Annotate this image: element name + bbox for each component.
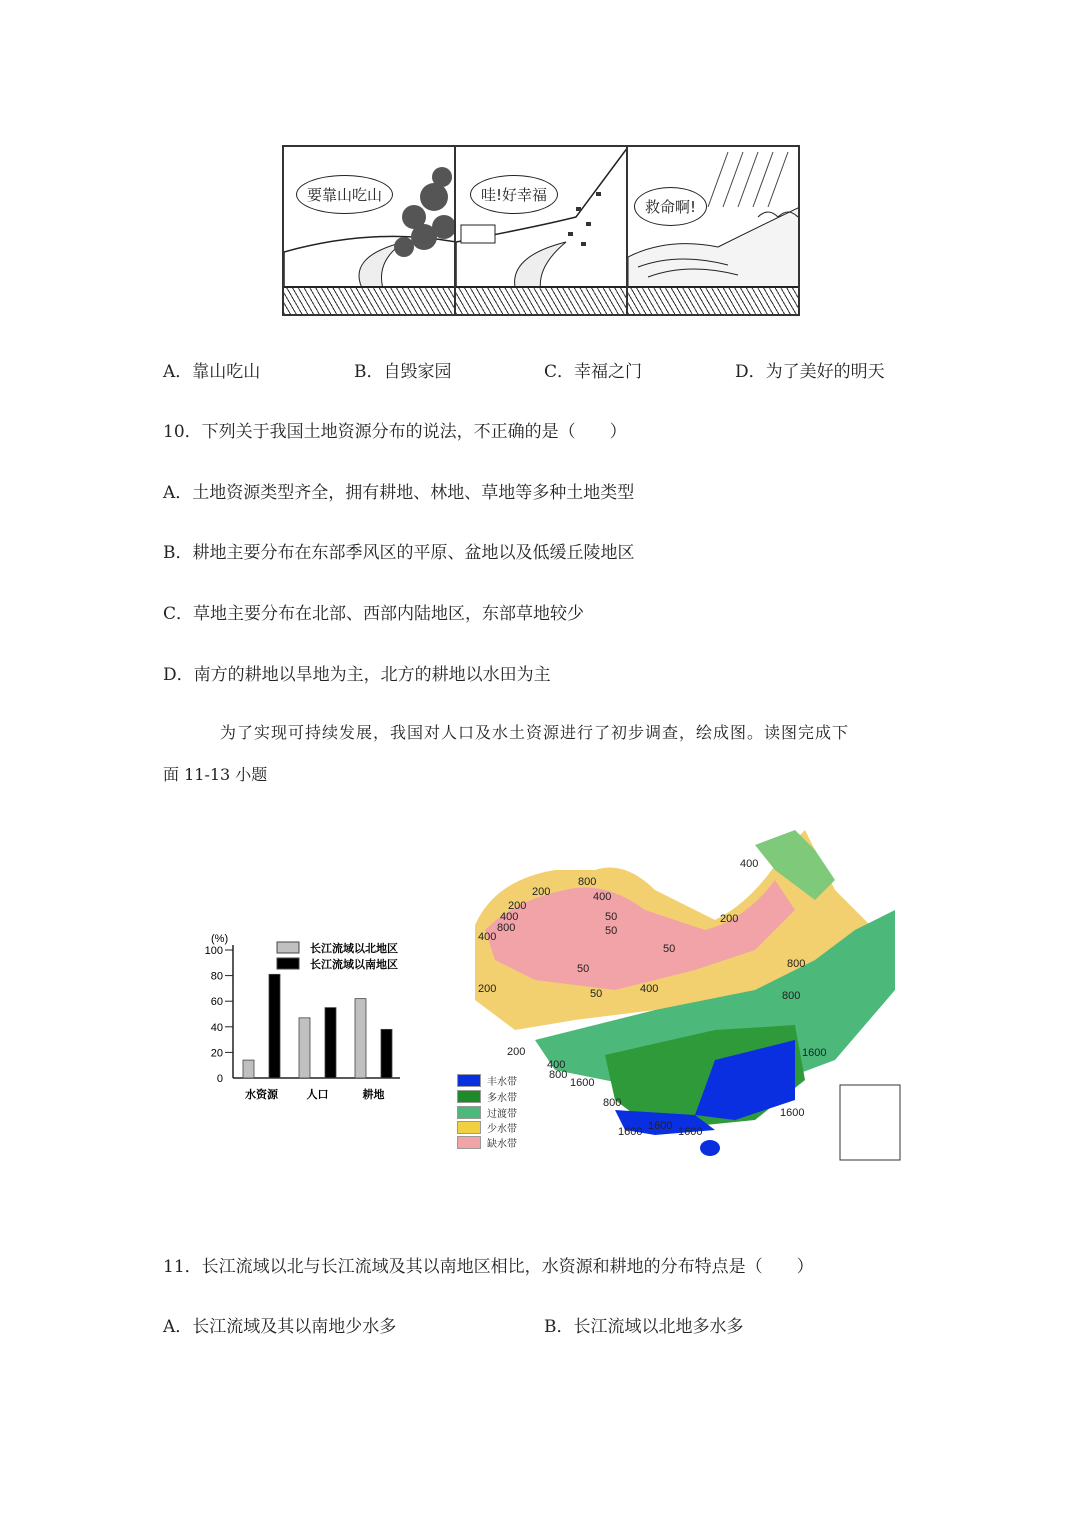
legend-swatch xyxy=(457,1090,481,1103)
intro-line-1: 为了实现可持续发展，我国对人口及水土资源进行了初步调查，绘成图。读图完成下 xyxy=(220,723,850,742)
legend-swatch xyxy=(457,1121,481,1134)
q9-option-b: B．自毁家园 xyxy=(354,362,452,382)
legend-scarce xyxy=(457,1135,517,1150)
y-tick-label: 80 xyxy=(210,970,223,983)
legend-label: 少水带 xyxy=(487,1124,517,1135)
q11-option-a: A．长江流域及其以南地少水多 xyxy=(163,1317,397,1337)
contour-label: 400 xyxy=(478,931,497,943)
legend-abundant xyxy=(457,1073,517,1088)
south-sea-inset xyxy=(840,1085,900,1160)
contour-label: 200 xyxy=(508,900,527,912)
comic-panel-3 xyxy=(628,147,798,314)
bar-水资源-0 xyxy=(243,1060,254,1078)
contour-label: 800 xyxy=(578,876,597,888)
contour-label: 400 xyxy=(500,911,519,923)
q11-option-b: B．长江流域以北地多水多 xyxy=(544,1317,744,1337)
contour-label: 400 xyxy=(640,983,659,995)
bar-耕地-1 xyxy=(381,1029,392,1078)
contour-label: 50 xyxy=(590,988,603,1000)
contour-label: 800 xyxy=(782,990,801,1002)
q10-option-d: D．南方的耕地以旱地为主，北方的耕地以水田为主 xyxy=(163,665,551,685)
contour-label: 1600 xyxy=(802,1047,827,1059)
x-tick-label: 耕地 xyxy=(362,1088,385,1101)
contour-label: 400 xyxy=(740,858,759,870)
contour-label: 800 xyxy=(549,1069,568,1081)
contour-label: 200 xyxy=(720,913,739,925)
bar-耕地-0 xyxy=(355,999,366,1078)
contour-label: 50 xyxy=(605,925,618,937)
legend-label: 缺水带 xyxy=(487,1139,517,1150)
comic-strip xyxy=(282,145,800,316)
ground xyxy=(628,286,798,314)
comic-panel-2 xyxy=(456,147,628,314)
speech-bubble: 救命啊! xyxy=(634,187,707,226)
hainan-island xyxy=(700,1140,720,1156)
legend-label: 长江流域以南地区 xyxy=(310,958,398,971)
bar-人口-1 xyxy=(325,1008,336,1078)
contour-label: 200 xyxy=(478,983,497,995)
y-tick-label: 60 xyxy=(210,996,223,1009)
contour-label: 1600 xyxy=(780,1107,805,1119)
q9-option-d: D．为了美好的明天 xyxy=(735,362,885,382)
q10-option-a: A．土地资源类型齐全，拥有耕地、林地、草地等多种土地类型 xyxy=(163,483,635,503)
contour-label: 400 xyxy=(593,891,612,903)
contour-label: 200 xyxy=(532,886,551,898)
legend-swatch xyxy=(277,958,299,969)
legend-less xyxy=(457,1120,517,1135)
speech-bubble: 要靠山吃山 xyxy=(296,175,393,214)
legend-label: 长江流域以北地区 xyxy=(310,942,398,955)
speech-bubble: 哇!好幸福 xyxy=(470,175,558,214)
q9-option-a: A．靠山吃山 xyxy=(163,362,261,382)
china-water-map xyxy=(455,830,915,1165)
ground xyxy=(456,286,626,314)
contour-label: 1600 xyxy=(570,1077,595,1089)
legend-much xyxy=(457,1089,517,1104)
y-tick-label: 100 xyxy=(204,945,223,957)
contour-label: 50 xyxy=(663,943,676,955)
legend-label: 多水带 xyxy=(487,1093,517,1104)
contour-label: 1600 xyxy=(618,1126,643,1138)
q10-stem: 10．下列关于我国土地资源分布的说法，不正确的是（ ） xyxy=(163,422,627,442)
legend-swatch xyxy=(457,1136,481,1149)
y-axis-label: (%) xyxy=(211,933,229,945)
legend-label: 过渡带 xyxy=(487,1109,517,1120)
y-tick-label: 40 xyxy=(210,1021,223,1034)
y-tick-label: 0 xyxy=(216,1073,223,1085)
bar-人口-0 xyxy=(299,1018,310,1078)
contour-label: 1600 xyxy=(648,1120,673,1132)
intro-line-2: 面 11-13 小题 xyxy=(163,765,268,784)
legend-swatch xyxy=(277,942,299,953)
bar-水资源-1 xyxy=(269,974,280,1078)
q10-option-c: C．草地主要分布在北部、西部内陆地区，东部草地较少 xyxy=(163,604,585,624)
contour-label: 800 xyxy=(603,1097,622,1109)
y-tick-label: 20 xyxy=(210,1047,223,1060)
q10-option-b: B．耕地主要分布在东部季风区的平原、盆地以及低缓丘陵地区 xyxy=(163,543,635,563)
legend-swatch xyxy=(457,1074,481,1087)
contour-label: 200 xyxy=(507,1046,526,1058)
x-tick-label: 水资源 xyxy=(245,1088,278,1101)
legend-swatch xyxy=(457,1106,481,1119)
contour-label: 50 xyxy=(577,963,590,975)
ground xyxy=(284,286,454,314)
q9-option-c: C．幸福之门 xyxy=(544,362,643,382)
q11-stem: 11．长江流域以北与长江流域及其以南地区相比，水资源和耕地的分布特点是（ ） xyxy=(163,1257,814,1277)
contour-label: 800 xyxy=(787,958,806,970)
bar-chart xyxy=(195,925,435,1110)
legend-transition xyxy=(457,1105,517,1120)
x-tick-label: 人口 xyxy=(306,1088,329,1101)
contour-label: 50 xyxy=(605,911,618,923)
contour-label: 800 xyxy=(497,922,516,934)
contour-label: 400 xyxy=(547,1059,566,1071)
comic-panel-1 xyxy=(284,147,456,314)
legend-label: 丰水带 xyxy=(487,1077,517,1088)
contour-label: 1600 xyxy=(678,1126,703,1138)
